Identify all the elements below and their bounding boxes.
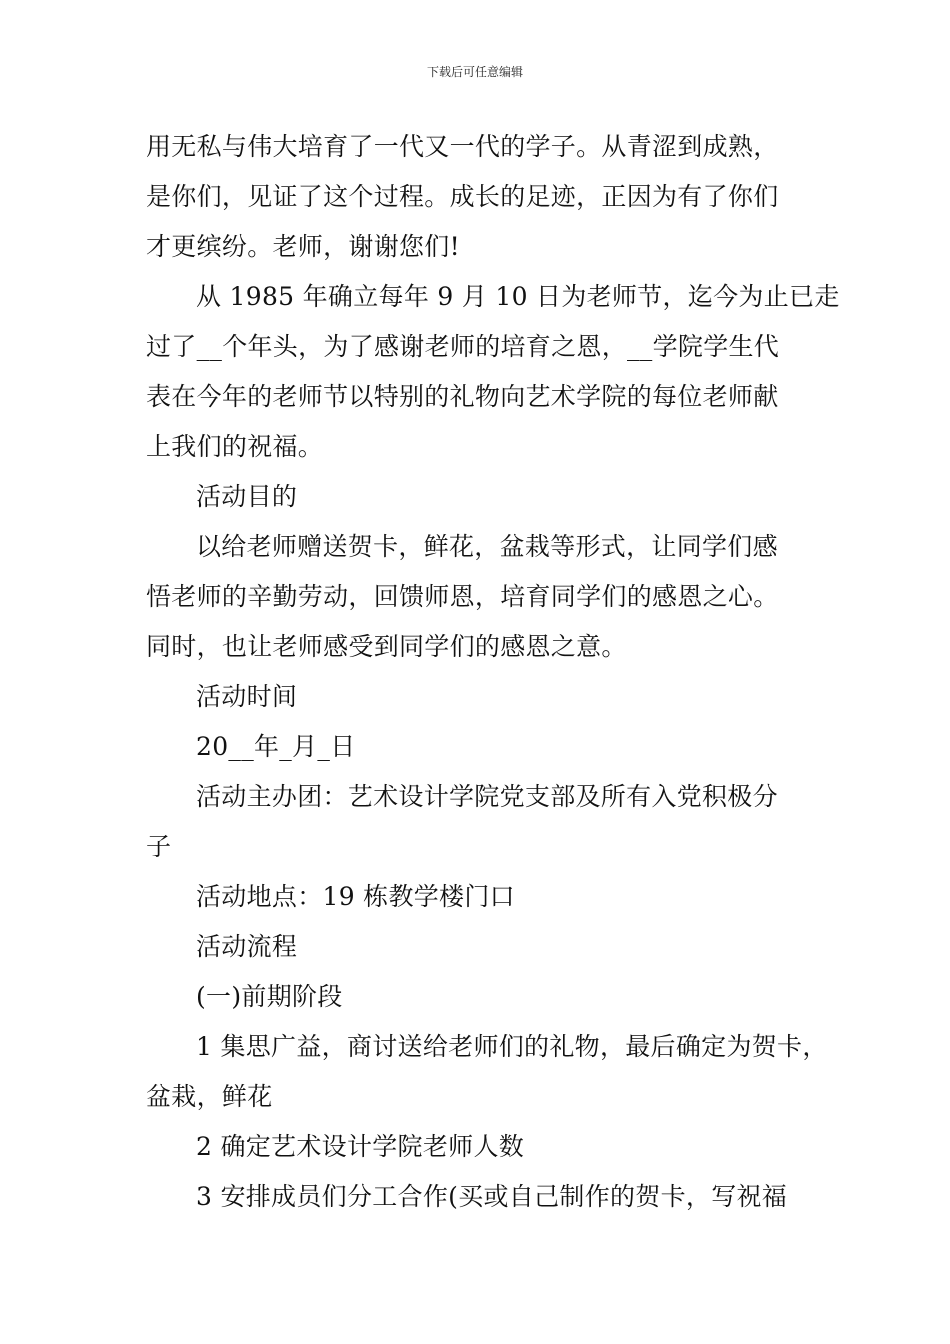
text-line: 同时，也让老师感受到同学们的感恩之意。 [146,632,627,661]
list-item: 3 安排成员们分工合作(买或自己制作的贺卡，写祝福 [196,1182,788,1211]
document-body [146,122,840,1222]
text-line: 过了__个年头，为了感谢老师的培育之恩，__学院学生代 [146,332,780,361]
text-line: 盆栽，鲜花 [146,1082,273,1111]
text-line: 活动地点：19 栋教学楼门口 [196,882,515,911]
list-item: 1 集思广益，商讨送给老师们的礼物，最后确定为贺卡， [196,1032,828,1061]
text-line: 悟老师的辛勤劳动，回馈师恩，培育同学们的感恩之心。 [146,582,779,611]
text-line: 表在今年的老师节以特别的礼物向艺术学院的每位老师献 [146,382,779,411]
section-subheading-early-stage: (一)前期阶段 [196,982,343,1011]
section-heading-purpose: 活动目的 [196,482,298,511]
text-line: 子 [146,832,172,861]
text-line: 用无私与伟大培育了一代又一代的学子。从青涩到成熟， [146,132,779,161]
section-heading-time: 活动时间 [196,682,298,711]
text-line: 是你们，见证了这个过程。成长的足迹，正因为有了你们 [146,182,779,211]
section-heading-process: 活动流程 [196,932,298,961]
text-line: 20__年_月_日 [196,732,356,761]
text-line: 才更缤纷。老师，谢谢您们! [146,232,460,261]
text-line: 活动主办团：艺术设计学院党支部及所有入党积极分 [196,782,778,811]
text-line: 上我们的祝福。 [146,432,324,461]
list-item: 2 确定艺术设计学院老师人数 [196,1132,525,1161]
page-header-note: 下载后可任意编辑 [426,65,523,79]
text-line: 以给老师赠送贺卡，鲜花，盆栽等形式，让同学们感 [196,532,778,561]
text-line: 从 1985 年确立每年 9 月 10 日为老师节，迄今为止已走 [196,282,840,311]
